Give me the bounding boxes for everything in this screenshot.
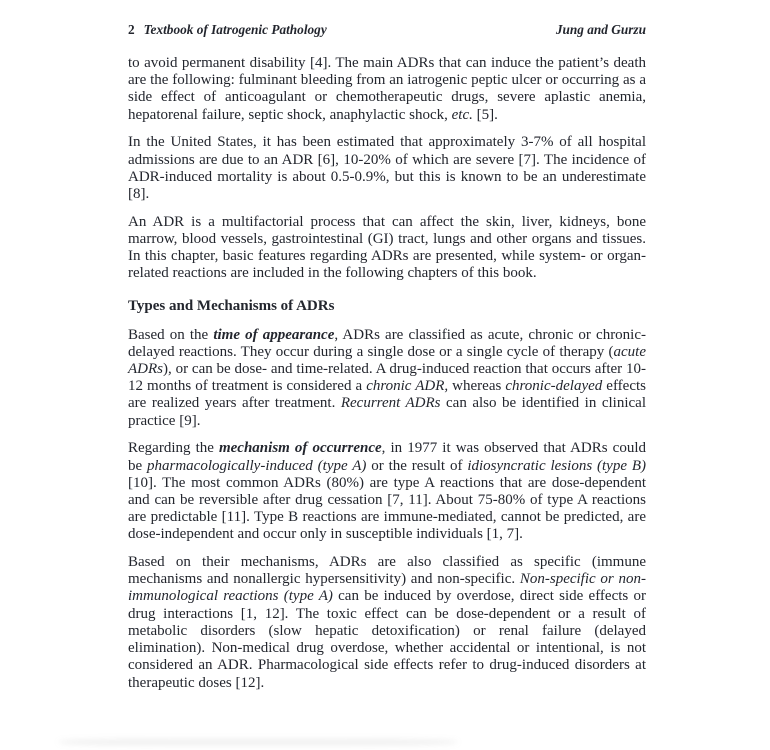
page-content [128, 22, 646, 702]
running-header [128, 22, 646, 37]
paragraph-1: to avoid permanent disability [4]. The main ADRs that can induce the patient’s death are the following: fulminant bleeding from an iatrogenic peptic ulcer or occurring as a side effect of anticoagulant or chemotherapeutic drugs, severe aplastic anemia, hepatorenal failure, septic shock, anaphylactic shock, etc. [5]. [128, 55, 646, 123]
paragraph-6: Based on their mechanisms, ADRs are also classified as specific (immune mechanisms and nonallergic hypersensitivity) and non-specific. Non-specific or non-immunological reactions (type A) can be induced by overdose, direct side effects or drug interactions [1, 12]. The toxic effect can be dose-dependent or a result of metabolic disorders (slow hepatic detoxification) or renal failure (delayed elimination). Non-medical drug overdose, whether accidental or intentional, is not considered an ADR. Pharmacological side effects refer to drug-induced disorders at therapeutic doses [12]. [128, 554, 646, 691]
page-body [128, 55, 646, 692]
running-header-authors: Jung and Gurzu [555, 22, 646, 37]
running-header-left [128, 22, 327, 37]
paragraph-2: In the United States, it has been estimated that approximately 3-7% of all hospital admissions are due to an ADR [6], 10-20% of which are severe [7]. The incidence of ADR-induced mortality is about 0.5-0.9%, but this is known to be an underestimate [8]. [128, 134, 646, 202]
page-bottom-shadow [58, 737, 458, 747]
paragraph-3: An ADR is a multifactorial process that can affect the skin, liver, kidneys, bone marrow, blood vessels, gastrointestinal (GI) tract, lungs and other organs and tissues. In this chapter, basic features regarding ADRs are presented, while system- or organ-related reactions are included in the following chapters of this book. [128, 213, 646, 282]
page-number: 2 [128, 22, 135, 37]
book-title: Textbook of Iatrogenic Pathology [143, 22, 327, 37]
paragraph-5: Regarding the mechanism of occurrence, in 1977 it was observed that ADRs could be pharmacologically-induced (type A) or the result of idiosyncratic lesions (type B) [10]. The most common ADRs (80%) are type A reactions that are dose-dependent and can be reversible after drug cessation [7, 11]. About 75-80% of type A reactions are predictable [11]. Type B reactions are immune-mediated, cannot be predicted, are dose-independent and occur only in susceptible individuals [1, 7]. [128, 440, 647, 543]
section-heading: Types and Mechanisms of ADRs [128, 298, 335, 315]
paragraph-4: Based on the time of appearance, ADRs are classified as acute, chronic or chronic-delayed reactions. They occur during a single dose or a single cycle of therapy (acute ADRs), or can be dose- and time-related. A drug-induced reaction that occurs after 10-12 months of treatment is considered a chronic ADR, whereas chronic-delayed effects are realized years after treatment. Recurrent ADRs can also be identified in clinical practice [9]. [128, 326, 647, 429]
